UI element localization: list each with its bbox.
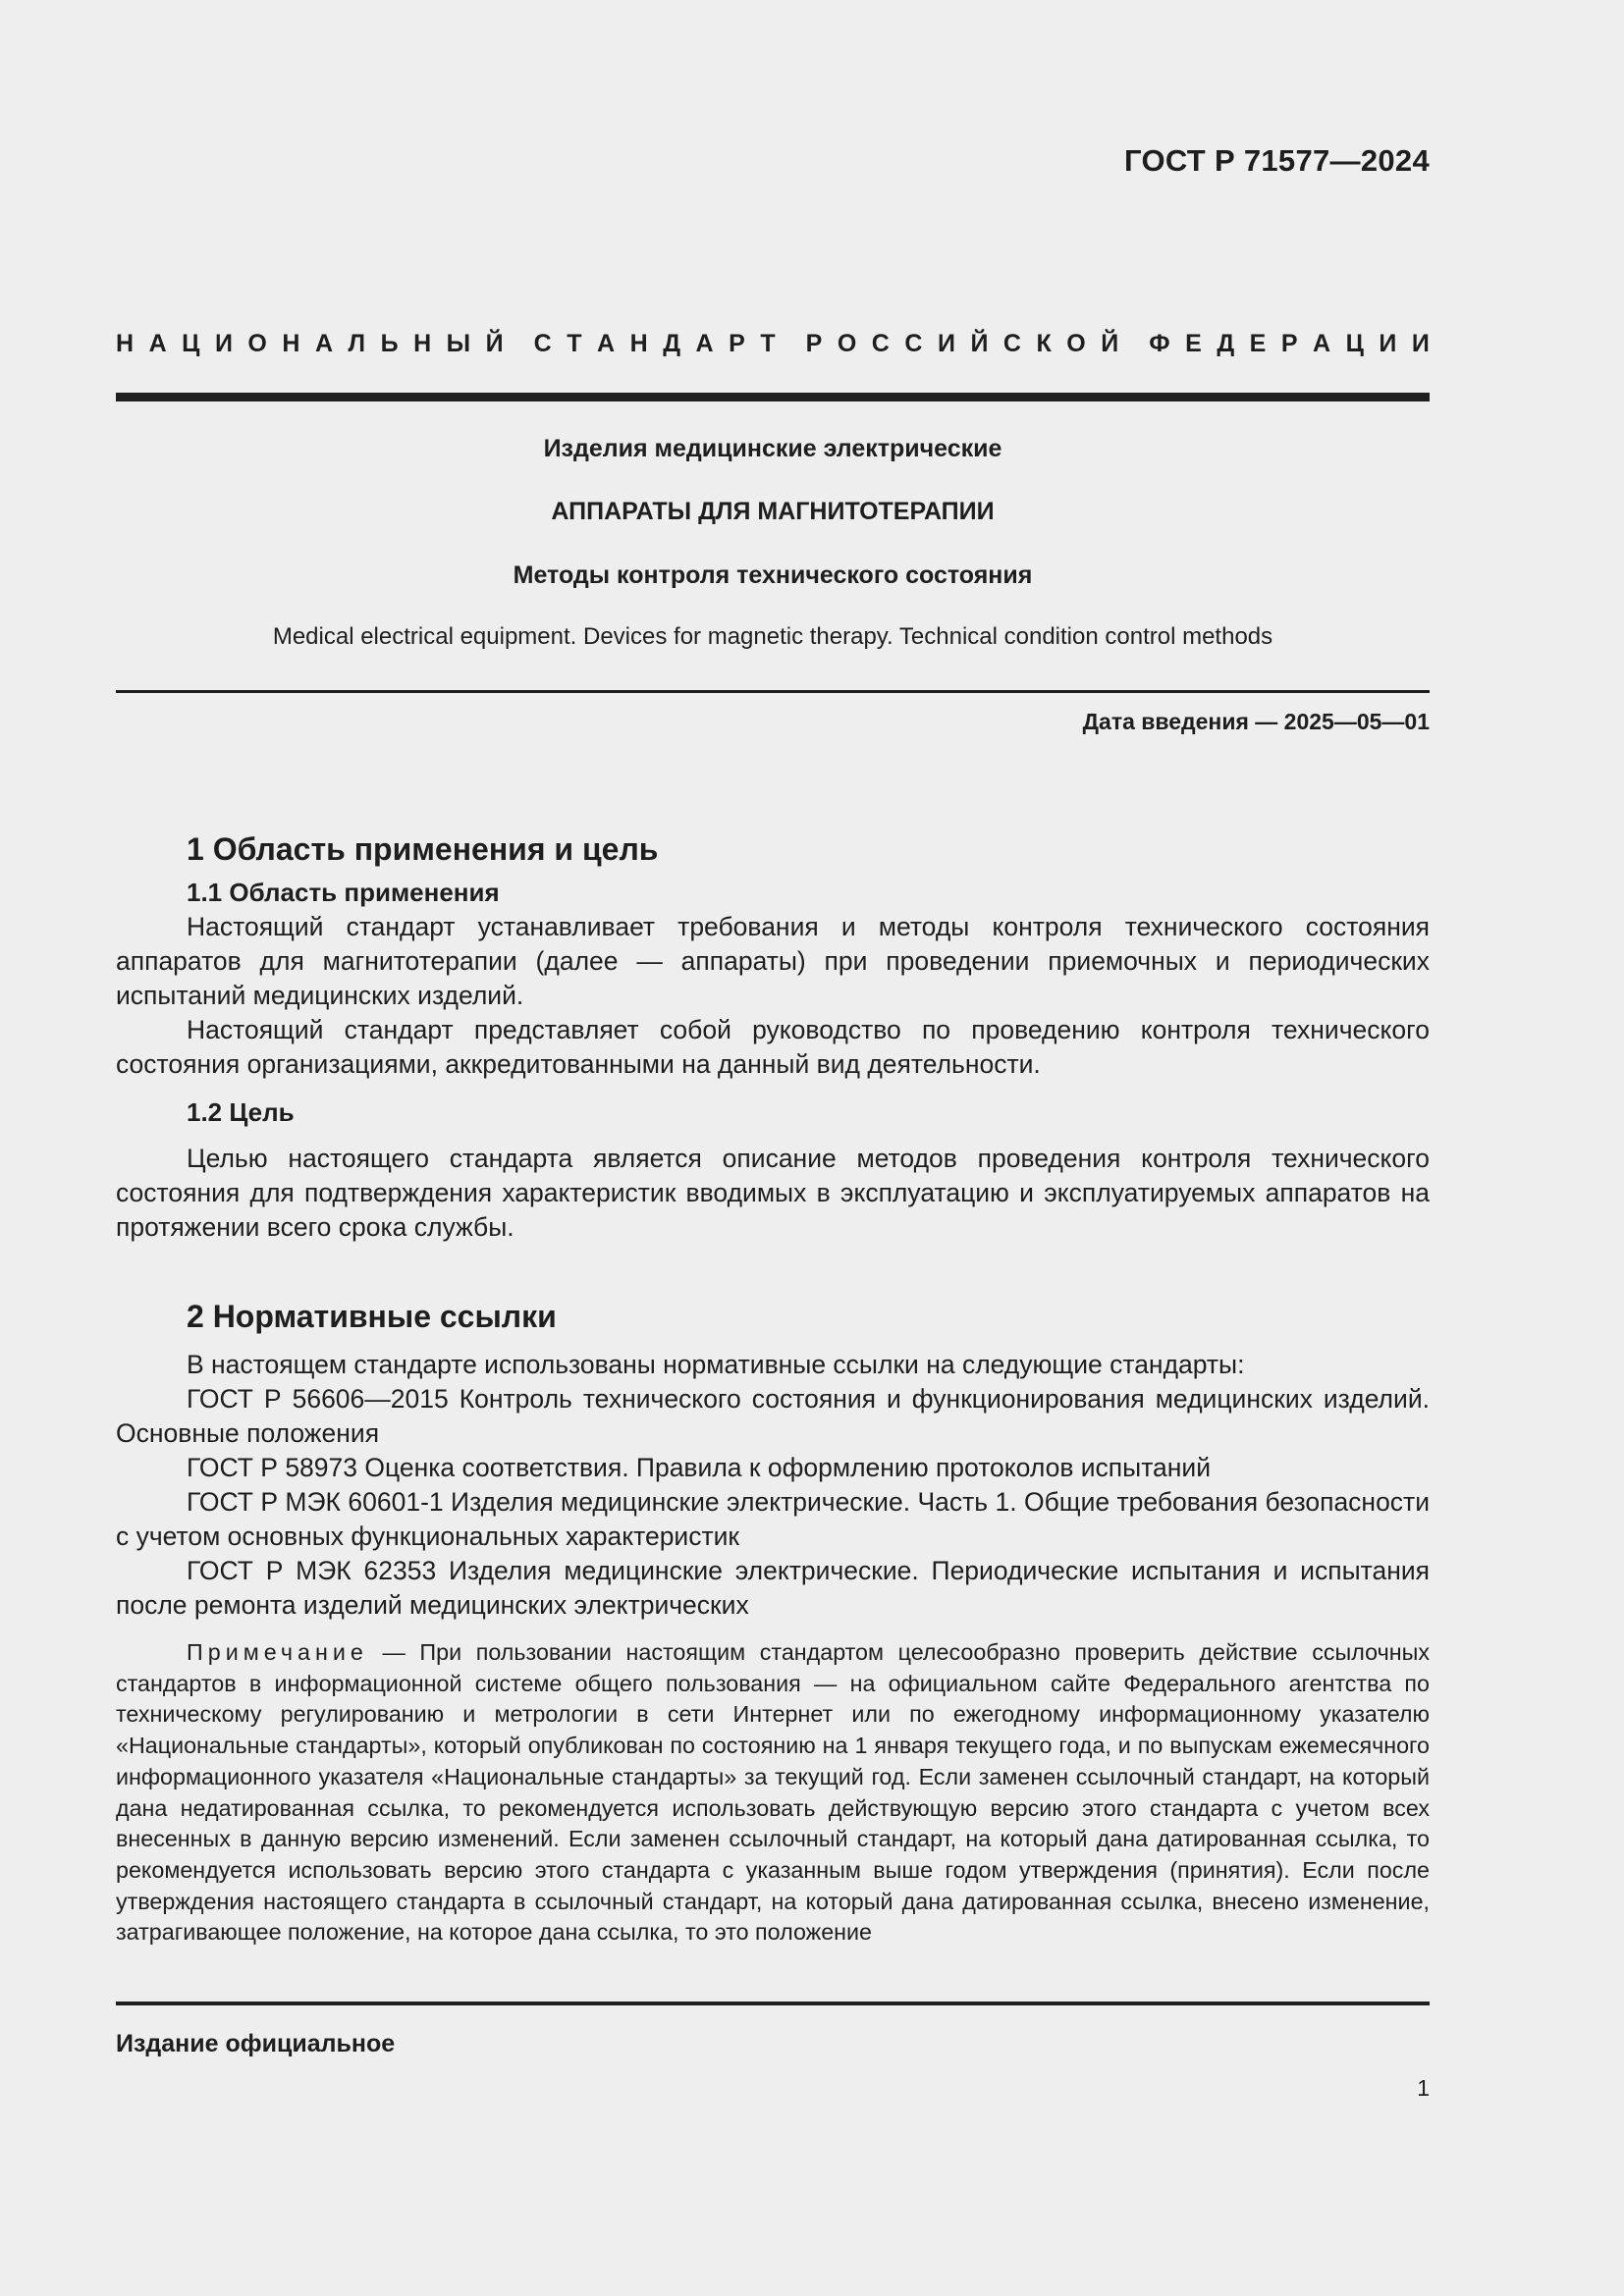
banner-letter: Н: [413, 330, 432, 357]
note-text: — При пользовании настоящим стандартом целесообразно проверить действие ссылочных стандартов в информационной системе общего пользования — на официальном сайте Федерального агентства по техническому регулированию и метрологии в сети Интернет или по ежегодному информационному указателю «Национальные стандарты», который опубликован по состоянию на 1 января текущего года, и по выпускам ежемесячного информационного указателя «Национальные стандарты» за текущий год. Если заменен ссылочный стандарт, на который дана недатированная ссылка, то рекомендуется использовать действующую версию этого стандарта с учетом всех внесенных в данную версию изменений. Если заменен ссылочный стандарт, на который дана датированная ссылка, то рекомендуется использовать версию этого стандарта с указанным выше годом утверждения (принятия). Если после утверждения настоящего стандарта в ссылочный стандарт, на который дана датированная ссылка, внесено изменение, затрагивающее положение, на которое дана ссылка, то это положение: [116, 1639, 1430, 1946]
banner-letter: Ы: [446, 330, 471, 357]
banner-letter: И: [1411, 330, 1430, 357]
banner-letter: Т: [567, 330, 582, 357]
banner-letter: Н: [116, 330, 135, 357]
section-2-heading: 2 Нормативные ссылки: [187, 1299, 557, 1334]
section-1: [116, 832, 1430, 1245]
banner-letter: С: [1002, 330, 1021, 357]
banner-letter: Ц: [182, 330, 200, 357]
section-2-intro: В настоящем стандарте использованы нормативные ссылки на следующие стандарты:: [187, 1350, 1245, 1379]
page-number: 1: [1417, 2075, 1430, 2101]
normative-reference: ГОСТ Р 56606—2015 Контроль технического состояния и функционирования медицинских изделий. Основные положения: [116, 1384, 1430, 1448]
section-1-1-paragraph-1: Настоящий стандарт устанавливает требования и методы контроля технического состояния аппаратов для магнитотерапии (далее — аппараты) при проведении приемочных и периодических испытаний медицинских изделий.: [116, 912, 1430, 1010]
national-standard-banner: [116, 330, 1430, 358]
banner-letter: Р: [729, 330, 745, 357]
title-line-2: АППАРАТЫ ДЛЯ МАГНИТОТЕРАПИИ: [551, 498, 995, 525]
banner-letter: А: [314, 330, 334, 357]
introduction-date: Дата введения — 2025—05—01: [1082, 709, 1430, 734]
footer-divider: [116, 2002, 1430, 2005]
banner-letter: Д: [1217, 330, 1235, 357]
banner-letter: Т: [760, 330, 776, 357]
section-2-note: [116, 1637, 1430, 1949]
banner-letter: О: [837, 330, 857, 357]
banner-letter: К: [1036, 330, 1052, 357]
normative-reference: ГОСТ Р МЭК 62353 Изделия медицинские электрические. Периодические испытания и испытания после ремонта изделий медицинских электрических: [116, 1556, 1430, 1620]
banner-letter: И: [937, 330, 955, 357]
banner-letter: И: [1379, 330, 1397, 357]
banner-letter: Н: [282, 330, 300, 357]
banner-letter: Л: [348, 330, 366, 357]
banner-letter: А: [1313, 330, 1331, 357]
banner-letter: О: [247, 330, 267, 357]
section-2: [116, 1300, 1430, 1623]
banner-letter: О: [1066, 330, 1086, 357]
section-1-heading: 1 Область применения и цель: [187, 831, 659, 867]
section-1-1-heading: 1.1 Область применения: [187, 878, 500, 907]
normative-reference: ГОСТ Р МЭК 60601-1 Изделия медицинские электрические. Часть 1. Общие требования безопасности с учетом основных функциональных характеристик: [116, 1487, 1430, 1551]
document-number: ГОСТ Р 71577—2024: [1124, 143, 1430, 178]
banner-letter: Ц: [1345, 330, 1364, 357]
banner-letter: С: [904, 330, 923, 357]
title-divider: [116, 690, 1430, 693]
banner-letter: Р: [805, 330, 823, 357]
banner-letter: И: [214, 330, 233, 357]
banner-letter: Р: [1280, 330, 1298, 357]
note-label: Примечание: [187, 1639, 368, 1665]
section-1-1-paragraph-2: Настоящий стандарт представляет собой руководство по проведению контроля технического состояния организациями, аккредитованными на данный вид деятельности.: [116, 1015, 1430, 1079]
title-line-1: Изделия медицинские электрические: [543, 435, 1002, 462]
section-1-2-heading: 1.2 Цель: [187, 1097, 295, 1127]
banner-letter: А: [597, 330, 616, 357]
banner-letter: С: [533, 330, 552, 357]
banner-letter: Е: [1249, 330, 1267, 357]
banner-letter: Й: [1101, 330, 1119, 357]
banner-letter: Д: [663, 330, 681, 357]
banner-letter: А: [695, 330, 714, 357]
title-line-3: Методы контроля технического состояния: [513, 561, 1033, 589]
banner-letter: Ь: [380, 330, 399, 357]
normative-reference: ГОСТ Р 58973 Оценка соответствия. Правила к оформлению протоколов испытаний: [187, 1453, 1212, 1482]
section-1-2-paragraph-1: Целью настоящего стандарта является описание методов проведения контроля технического состояния для подтверждения характеристик вводимых в эксплуатацию и эксплуатируемых аппаратов на протяжении всего срока службы.: [116, 1144, 1430, 1242]
banner-letter: Н: [629, 330, 648, 357]
banner-letter: Ф: [1149, 330, 1170, 357]
banner-letter: Е: [1185, 330, 1202, 357]
banner-letter: Й: [485, 330, 504, 357]
banner-letter: А: [148, 330, 167, 357]
banner-letter: С: [871, 330, 890, 357]
header-thick-divider: [116, 393, 1430, 401]
banner-letter: Й: [970, 330, 989, 357]
official-edition-label: Издание официальное: [116, 2030, 396, 2057]
english-title: Medical electrical equipment. Devices for magnetic therapy. Technical condition control methods: [272, 623, 1273, 650]
